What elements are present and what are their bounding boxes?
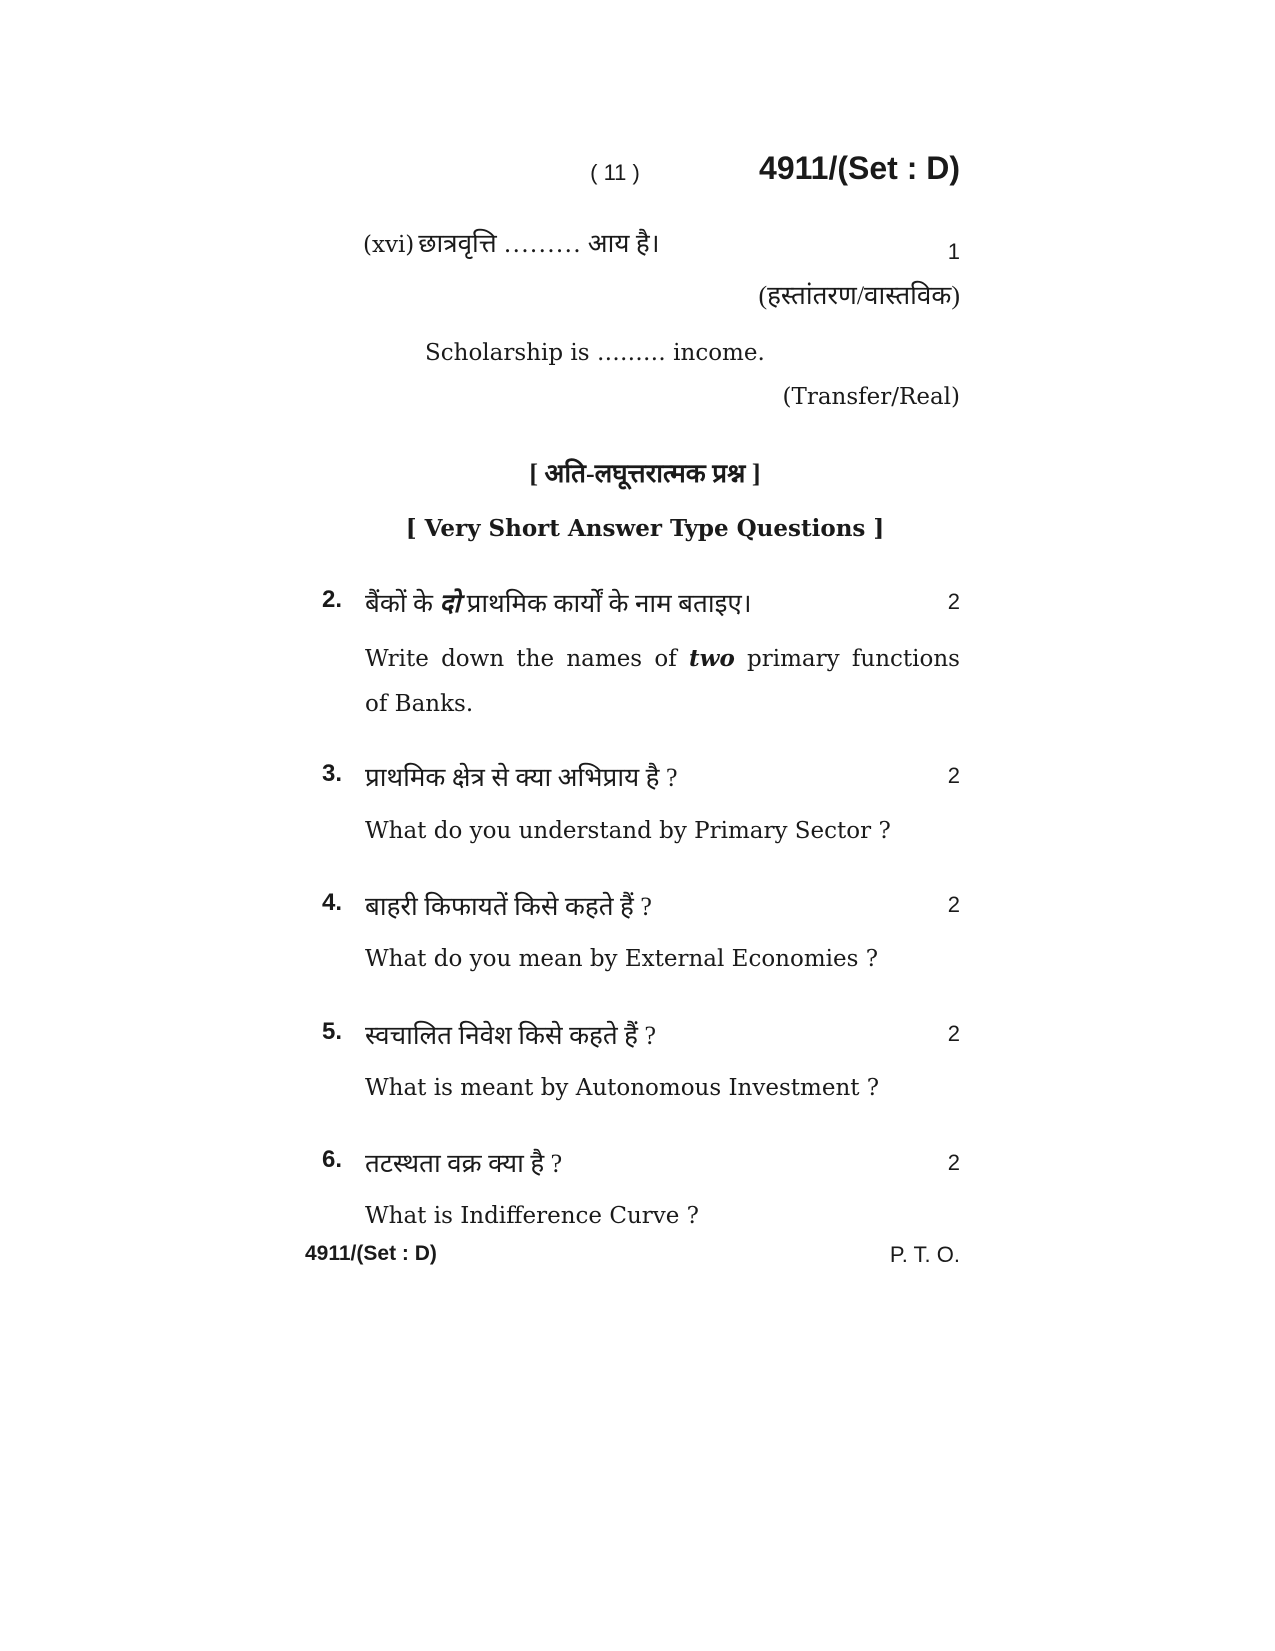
question-4-marks: 2 [947,892,960,917]
question-xvi-marks: 1 [947,239,960,264]
question-3-english: What do you understand by Primary Sector ? [365,818,891,844]
question-4-hindi: बाहरी किफायतें किसे कहते हैं ? [365,892,652,921]
question-6-number: 6. [322,1146,343,1173]
question-2-hindi-emphasis: दो [439,589,461,618]
question-2-english-emphasis: two [689,645,735,672]
question-4-number: 4. [322,889,343,916]
question-5-number: 5. [322,1018,343,1045]
section-heading-english: [ Very Short Answer Type Questions ] [405,515,885,542]
question-5-hindi: स्वचालित निवेश किसे कहते हैं ? [365,1021,657,1050]
question-6-hindi: तटस्थता वक्र क्या है ? [365,1149,563,1178]
question-2-english [365,645,960,672]
question-2-hindi-after: प्राथमिक कार्यों के नाम बताइए। [460,589,752,618]
question-xvi-hindi-options: (हस्तांतरण/वास्तविक) [758,281,960,310]
question-3-number: 3. [322,760,343,787]
question-3-marks: 2 [947,763,960,788]
question-2-hindi-before: बैंकों के [365,589,440,618]
question-5-marks: 2 [947,1021,960,1046]
question-2-hindi [365,584,752,620]
question-xvi-english-options: (Transfer/Real) [782,384,960,410]
question-xvi-hindi-line [363,224,660,260]
footer-paper-code: 4911/(Set : D) [305,1242,437,1265]
question-2-english-before: Write down the names of [365,646,690,672]
question-2-english-after: primary functions [734,646,960,672]
footer-pto: P. T. O. [889,1242,960,1267]
question-4-english: What do you mean by External Economies ? [365,946,879,972]
question-2-marks: 2 [947,589,960,614]
question-6-english: What is Indifference Curve ? [365,1203,699,1229]
question-xvi-number: (xvi) [363,232,415,258]
question-3-hindi: प्राथमिक क्षेत्र से क्या अभिप्राय है ? [365,763,678,792]
question-2-number: 2. [322,586,343,613]
question-xvi-english-text: Scholarship is ……… income. [425,340,765,366]
page-number: ( 11 ) [590,160,640,185]
paper-code-header: 4911/(Set : D) [759,150,960,186]
question-5-english: What is meant by Autonomous Investment ? [365,1075,880,1101]
question-6-marks: 2 [947,1150,960,1175]
question-xvi-hindi-text: छात्रवृत्ति ……… आय है। [418,229,660,258]
question-2-english-line2: of Banks. [365,691,474,717]
section-heading-hindi: [ अति-लघूत्तरात्मक प्रश्न ] [529,459,761,488]
